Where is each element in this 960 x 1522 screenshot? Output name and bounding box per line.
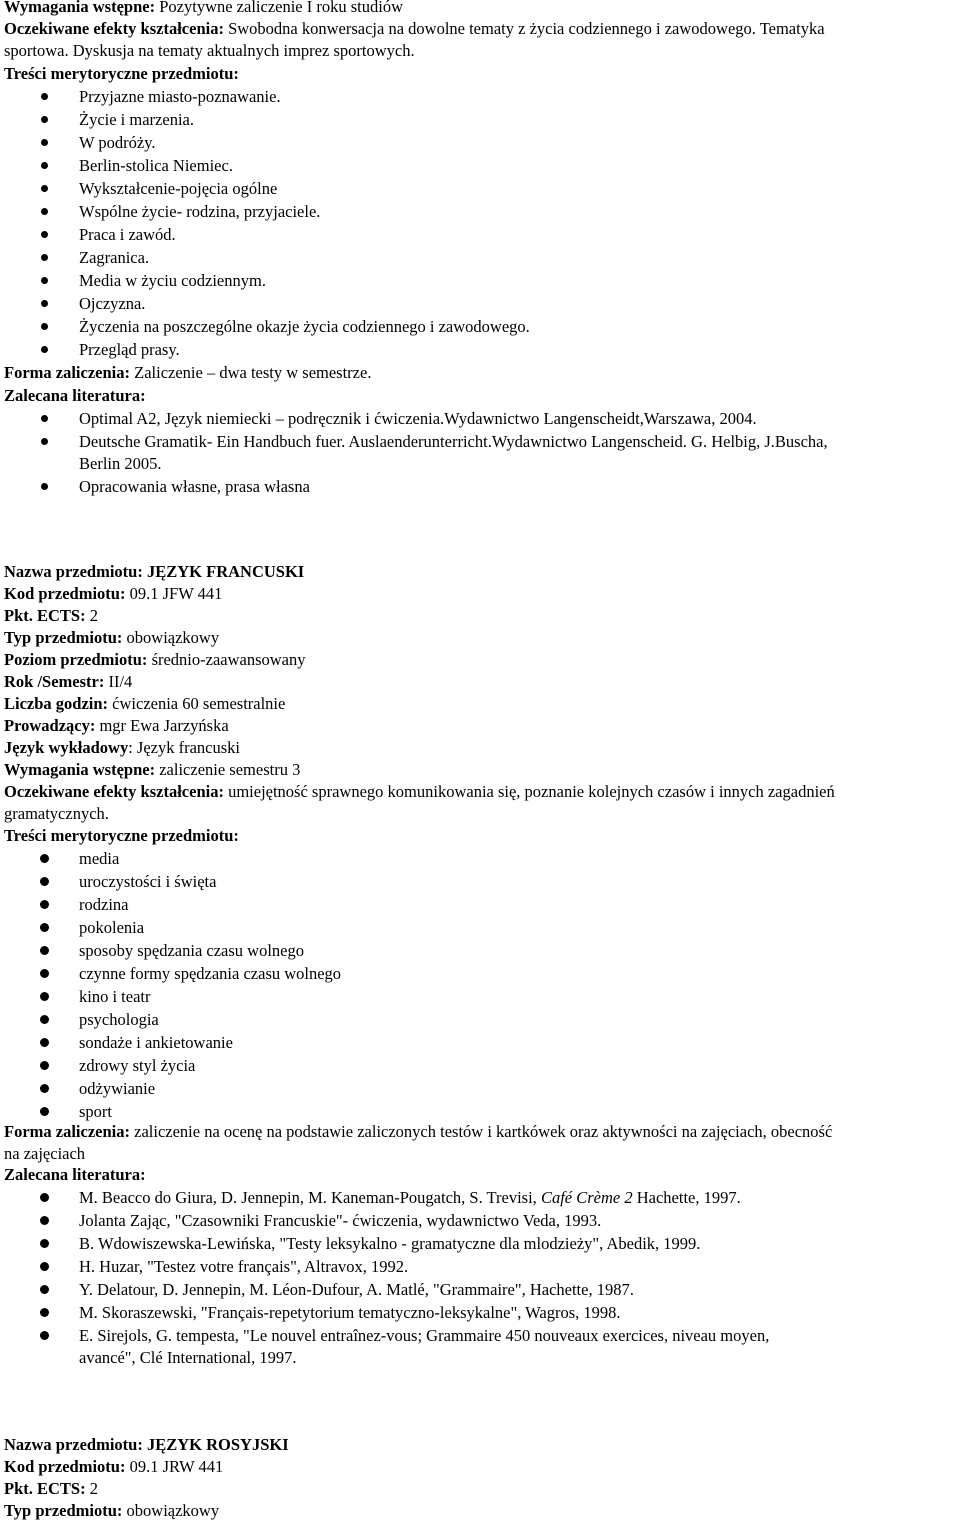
bullet-icon [41, 323, 48, 330]
course-type-line [4, 1500, 958, 1522]
bullet-icon [41, 93, 48, 100]
outcomes-label: Oczekiwane efekty kształcenia: [4, 782, 224, 801]
requirements-line [4, 759, 958, 781]
literature-item: Deutsche Gramatik- Ein Handbuch fuer. Auslaenderunterricht.Wydawnictwo Langenscheid. G. Helbig, J.Buscha, [79, 431, 956, 453]
topic-item: Wspólne życie- rodzina, przyjaciele. [79, 201, 956, 223]
topic-item: sposoby spędzania czasu wolnego [79, 940, 956, 962]
bullet-icon [40, 1239, 49, 1248]
ects-value: 2 [85, 606, 98, 625]
ects-line [4, 605, 958, 627]
outcomes-label: Oczekiwane efekty kształcenia: [4, 19, 224, 38]
language-value: : Język francuski [128, 738, 241, 757]
course-name-value: JĘZYK FRANCUSKI [142, 562, 305, 581]
ects-label: Pkt. ECTS: [4, 606, 86, 625]
literature-item: Opracowania własne, prasa własna [79, 476, 956, 498]
bullet-icon [40, 969, 49, 978]
teacher-line [4, 715, 958, 737]
topic-item: Życie i marzenia. [79, 109, 956, 131]
assessment-value-2: na zajęciach [4, 1144, 86, 1163]
course-code-line [4, 583, 958, 605]
literature-label: Zalecana literatura: [4, 1165, 146, 1184]
bullet-icon [41, 139, 48, 146]
literature-item-continued: avancé", Clé International, 1997. [79, 1348, 297, 1367]
course-type-value: obowiązkowy [122, 628, 220, 647]
teacher-value: mgr Ewa Jarzyńska [95, 716, 229, 735]
bullet-icon [40, 1285, 49, 1294]
course-name-line [4, 1434, 958, 1456]
topic-item: Media w życiu codziennym. [79, 270, 956, 292]
bullet-icon [40, 854, 49, 863]
teacher-label: Prowadzący: [4, 716, 96, 735]
literature-item: M. Skoraszewski, "Français-repetytorium tematyczno-leksykalne", Wagros, 1998. [79, 1302, 956, 1324]
language-line [4, 737, 958, 759]
course-name-label: Nazwa przedmiotu: [4, 1435, 143, 1454]
course-level-line [4, 649, 958, 671]
bullet-icon [40, 1061, 49, 1070]
bullet-icon [40, 1216, 49, 1225]
bullet-icon [40, 1331, 49, 1340]
assessment-value: Zaliczenie – dwa testy w semestrze. [130, 363, 372, 382]
bullet-icon [41, 162, 48, 169]
literature-label: Zalecana literatura: [4, 386, 146, 405]
course-name-value: JĘZYK ROSYJSKI [142, 1435, 289, 1454]
bullet-icon [40, 1308, 49, 1317]
topic-item: kino i teatr [79, 986, 956, 1008]
outcomes-line-2 [4, 803, 958, 825]
course-code-value: 09.1 JFW 441 [125, 584, 223, 603]
ects-value: 2 [85, 1479, 98, 1498]
bullet-icon [41, 208, 48, 215]
bullet-icon [40, 1193, 49, 1202]
bullet-icon [40, 946, 49, 955]
ects-label: Pkt. ECTS: [4, 1479, 86, 1498]
ects-line [4, 1478, 958, 1500]
outcomes-line-2 [4, 40, 958, 62]
hours-label: Liczba godzin: [4, 694, 109, 713]
bullet-icon [41, 185, 48, 192]
course-name-label: Nazwa przedmiotu: [4, 562, 143, 581]
course-code-line [4, 1456, 958, 1478]
course-type-value: obowiązkowy [122, 1501, 220, 1520]
outcomes-value: Swobodna konwersacja na dowolne tematy z życia codziennego i zawodowego. Tematyka [223, 19, 825, 38]
topic-item: Życzenia na poszczególne okazje życia codziennego i zawodowego. [79, 316, 956, 338]
course-code-label: Kod przedmiotu: [4, 1457, 126, 1476]
requirements-line [4, 0, 958, 18]
requirements-label: Wymagania wstępne: [4, 760, 156, 779]
topic-item: zdrowy styl życia [79, 1055, 956, 1077]
literature-item: H. Huzar, "Testez votre français", Altravox, 1992. [79, 1256, 956, 1278]
hours-line [4, 693, 958, 715]
topic-item: sport [79, 1101, 956, 1123]
topic-item: czynne formy spędzania czasu wolnego [79, 963, 956, 985]
year-semester-line [4, 671, 958, 693]
topic-item: Zagranica. [79, 247, 956, 269]
topic-item: Wykształcenie-pojęcia ogólne [79, 178, 956, 200]
outcomes-value: umiejętność sprawnego komunikowania się, poznanie kolejnych czasów i innych zagadnień [223, 782, 835, 801]
bullet-icon [41, 116, 48, 123]
topic-item: rodzina [79, 894, 956, 916]
course-name-line [4, 561, 958, 583]
topic-item: media [79, 848, 956, 870]
requirements-value: zaliczenie semestru 3 [155, 760, 301, 779]
outcomes-value-2: sportowa. Dyskusja na tematy aktualnych imprez sportowych. [4, 41, 415, 60]
topic-item: uroczystości i święta [79, 871, 956, 893]
literature-heading [4, 385, 958, 407]
literature-item-continued: Berlin 2005. [79, 454, 162, 473]
topic-item: pokolenia [79, 917, 956, 939]
course-type-label: Typ przedmiotu: [4, 628, 123, 647]
content-heading [4, 63, 958, 85]
content-label: Treści merytoryczne przedmiotu: [4, 64, 239, 83]
hours-value: ćwiczenia 60 semestralnie [108, 694, 286, 713]
topic-item: Berlin-stolica Niemiec. [79, 155, 956, 177]
assessment-value: zaliczenie na ocenę na podstawie zaliczonych testów i kartkówek oraz aktywności na zajęciach, obecność [130, 1122, 833, 1141]
topic-item: Przyjazne miasto-poznawanie. [79, 86, 956, 108]
language-label: Język wykładowy [4, 738, 129, 757]
topic-item: sondaże i ankietowanie [79, 1032, 956, 1054]
bullet-icon [41, 300, 48, 307]
topic-item: Przegląd prasy. [79, 339, 956, 361]
bullet-icon [40, 1107, 49, 1116]
bullet-icon [40, 1015, 49, 1024]
bullet-icon [41, 346, 48, 353]
course-type-line [4, 627, 958, 649]
topic-item: odżywianie [79, 1078, 956, 1100]
literature-item: E. Sirejols, G. tempesta, "Le nouvel entraînez-vous; Grammaire 450 nouveaux exercices, niveau moyen, [79, 1325, 956, 1347]
literature-heading [4, 1164, 958, 1186]
bullet-icon [40, 900, 49, 909]
outcomes-value-2: gramatycznych. [4, 804, 109, 823]
bullet-icon [41, 483, 48, 490]
bullet-icon [41, 277, 48, 284]
assessment-label: Forma zaliczenia: [4, 363, 130, 382]
literature-item: Optimal A2, Język niemiecki – podręcznik i ćwiczenia.Wydawnictwo Langenscheidt,Warszawa, 2004. [79, 408, 956, 430]
course-code-label: Kod przedmiotu: [4, 584, 126, 603]
content-label: Treści merytoryczne przedmiotu: [4, 826, 239, 845]
topic-item: psychologia [79, 1009, 956, 1031]
bullet-icon [40, 1262, 49, 1271]
topic-item: Ojczyzna. [79, 293, 956, 315]
bullet-icon [41, 231, 48, 238]
content-heading [4, 825, 958, 847]
bullet-icon [41, 438, 48, 445]
assessment-label: Forma zaliczenia: [4, 1122, 130, 1141]
bullet-icon [41, 254, 48, 261]
bullet-icon [40, 877, 49, 886]
bullet-icon [40, 1038, 49, 1047]
topic-item: W podróży. [79, 132, 956, 154]
year-semester-label: Rok /Semestr: [4, 672, 105, 691]
outcomes-line [4, 781, 958, 803]
bullet-icon [40, 1084, 49, 1093]
bullet-icon [41, 415, 48, 422]
bullet-icon [40, 992, 49, 1001]
requirements-label: Wymagania wstępne: [4, 0, 156, 16]
assessment-line [4, 362, 958, 384]
bullet-icon [40, 923, 49, 932]
literature-item: Y. Delatour, D. Jennepin, M. Léon-Dufour, A. Matlé, "Grammaire", Hachette, 1987. [79, 1279, 956, 1301]
course-level-value: średnio-zaawansowany [147, 650, 306, 669]
assessment-line-2 [4, 1143, 958, 1165]
outcomes-line [4, 18, 958, 40]
literature-item: M. Beacco do Giura, D. Jennepin, M. Kaneman-Pougatch, S. Trevisi, Café Crème 2 Hachette, 1997. [79, 1187, 956, 1209]
course-type-label: Typ przedmiotu: [4, 1501, 123, 1520]
course-code-value: 09.1 JRW 441 [125, 1457, 224, 1476]
course-level-label: Poziom przedmiotu: [4, 650, 148, 669]
assessment-line [4, 1121, 958, 1143]
requirements-value: Pozytywne zaliczenie I roku studiów [155, 0, 403, 16]
year-semester-value: II/4 [104, 672, 133, 691]
topic-item: Praca i zawód. [79, 224, 956, 246]
literature-item: B. Wdowiszewska-Lewińska, "Testy leksykalno - gramatyczne dla mlodzieży", Abedik, 1999. [79, 1233, 956, 1255]
literature-item: Jolanta Zając, "Czasowniki Francuskie"- ćwiczenia, wydawnictwo Veda, 1993. [79, 1210, 956, 1232]
